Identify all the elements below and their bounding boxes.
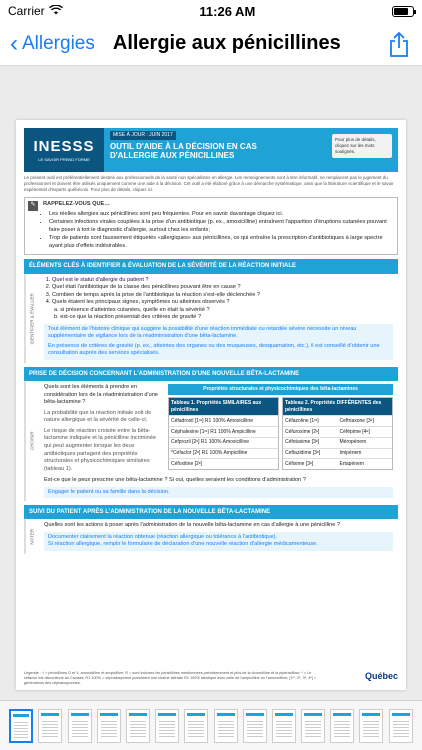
document-page[interactable] [16,120,406,690]
page-thumbnail[interactable] [272,709,296,743]
question-item[interactable]: 1. Quel est le statut d'allergie du patient ? [52,277,393,285]
section-heading: ÉLÉMENTS CLÉS À IDENTIFIER & ÉVALUATION DE LA SÉVÉRITÉ DE LA RÉACTION INITIALE [24,259,398,273]
page-thumbnail[interactable] [68,709,92,743]
legend-text: Légende : † = pénicillines G et V, amoxicilline et ampicilline; R = sont incluses les pénicillines mentionnées précédemment et plus de la cloxacilline et la pipéracilline; * = Le céfaclor est discontinué au Canada; R1 100% = céphalosporine possédant une chaîne latérale R1 100% identique avec celle de l'ampicilline ou l'amoxicilline; [1ʳᵉ, 2ᵉ, 3ᵉ, 4ᵉ] = générations des céphalosporines. [24,670,317,685]
page-thumbnail[interactable] [38,709,62,743]
clock: 11:26 AM [199,3,256,19]
back-button[interactable] [10,29,95,57]
question-item: Quels sont les éléments à prendre en considération lors de la réadministration d'une bêta-lactamine ? [44,384,158,406]
quebec-logo: Québec [364,670,398,681]
section-heading: PRISE DE DÉCISION CONCERNANT L'ADMINISTRATION D'UNE NOUVELLE BÊTA-LACTAMINE [24,367,398,381]
table-row: Méropénem [338,437,393,448]
carrier-label: Carrier [8,4,45,18]
page-thumbnail[interactable] [389,709,413,743]
page-thumbnail[interactable] [9,709,33,743]
table-similar: Tableau 1. Propriétés SIMILAIRES aux pénicillines Céfadroxil [1ʳᵉ] R1 100% Amoxicilline Céphalexine [1ʳᵉ] R1 100% Ampicilline Cefprozil [2ᵉ] R1 100% Amoxicilline *Céfaclor [2ᵉ] R1 100% Ampicilline Céfoxitine [2ᵉ] [168,397,279,470]
table-row: *Céfaclor [2ᵉ] R1 100% Ampicilline [169,448,278,459]
page-thumbnail[interactable] [155,709,179,743]
question-item[interactable]: Quelles sont les actions à poser après l'administration de la nouvelle bêta-lactamine en cas d'allergie à une pénicilline ? [44,522,340,529]
section-heading: SUIVI DU PATIENT APRÈS L'ADMINISTRATION DE LA NOUVELLE BÊTA-LACTAMINE [24,505,398,519]
wifi-icon [49,4,63,18]
page-title: Allergie aux pénicillines [112,32,341,54]
section-side-label: CHOISIR [25,381,39,501]
page-thumbnail[interactable] [359,709,383,743]
section-side-label: IDENTIFIER & ÉVALUER [25,274,39,363]
status-bar [0,0,422,22]
reminder-box: ✎ RAPPELEZ-VOUS QUE… • Les réelles allergies aux pénicillines sont peu fréquentes. Pour en savoir davantage cliquez ici. • Certaines infections virales couplées à la prise d'un antibiotique (p. ex., amoxicilline) entraînent l'apparition d'éruptions cutanées pouvant faire poser à tort le diagnostic d'allergie, surtout chez les enfants; • Trop de patients sont faussement étiquetés «allergiques» aux pénicillines, ce qui entraîne la prescription d'antibiotiques à large spectre ayant plus d'effets indésirables. [24,197,398,255]
table-row: Ertapénem [338,458,393,469]
reminder-item: • Les réelles allergies aux pénicillines sont peu fréquentes. Pour en savoir davantage cliquez ici. [49,211,392,219]
table-row: Céfoxitine [2ᵉ] [169,458,278,469]
table-row: Cefprozil [2ᵉ] R1 100% Amoxicilline [169,437,278,448]
table-row: Céphalexine [1ʳᵉ] R1 100% Ampicilline [169,426,278,437]
question-item[interactable]: 3. Combien de temps après la prise de l'antibiotique la réaction s'est-elle déclenchée ? [52,292,393,300]
consideration-item: Le risque de réaction croisée entre la bêta-lactamine indiquée et la pénicilline incriminée qui peut augmenter lorsque les deux antibiotiques partagent des propriétés structurales et physicochimiques similaires (tableau 1). [44,427,156,472]
consideration-item: La probabilité que la réaction initiale soit de nature allergique et la sévérité de celle-ci; [44,409,152,424]
page-thumbnail[interactable] [184,709,208,743]
page-thumbnail[interactable] [97,709,121,743]
table-row: Céfuroxime [2ᵉ] [283,426,338,437]
share-icon [388,32,410,58]
section-side-label: NOTER [25,519,39,554]
page-thumbnail[interactable] [301,709,325,743]
page-thumbnail[interactable] [243,709,267,743]
battery-icon [392,6,414,17]
note-box: Engager le patient ou sa famille dans la décision. [44,487,393,499]
page-thumbnail[interactable] [330,709,354,743]
table-row: Céfépime [4ᵉ] [338,426,393,437]
table-row: Céfotaxime [3ᵉ] [283,437,338,448]
update-date: MISE À JOUR : JUIN 2017 [110,131,176,140]
back-label: Allergies [22,32,95,54]
question-item[interactable]: 4. Quels étaient les principaux signes, symptômes ou atteintes observés ? [52,299,393,307]
reminder-item: • Certaines infections virales couplées à la prise d'un antibiotique (p. ex., amoxicilline) entraînent l'apparition d'éruptions cutanées pouvant faire poser à tort le diagnostic d'allergie, surtout chez les enfants; [49,219,392,234]
reminder-item: • Trop de patients sont faussement étiquetés «allergiques» aux pénicillines, ce qui entraîne la prescription d'antibiotiques à large spectre ayant plus d'effets indésirables. [49,235,392,250]
table-heading: Propriétés structurales et physicochimiques des bêta-lactamines [168,384,393,395]
document-viewer[interactable] [0,66,422,700]
note-box: Tout élément de l'histoire clinique qui suggère la possibilité d'une réaction immédiate ou retardée sévère nécessite un niveau supplémentaire de vigilance lors de la réadministration d'une bêta-lactamine. En présence de critères de gravité (p. ex., atteintes des organes ou des muqueuses, desquamation, etc.), il est conseillé d'obtenir une consultation auprès des services spécialisés. [44,324,393,360]
table-row: Céfixime [3ᵉ] [283,458,338,469]
page-thumbnail[interactable] [214,709,238,743]
navigation-bar [0,22,422,66]
table-row: Ceftazidime [3ᵉ] [283,448,338,459]
info-box: Pour plus de détails, cliquez sur les mots soulignés. [332,134,392,158]
table-row: Imipénem [338,448,393,459]
note-box: Documenter clairement la réaction obtenue (réaction allergique ou tolérance à l'antibiotique). Si réaction allergique, remplir le formulaire de déclaration d'une nouvelle réaction d'allergie médicamenteuse. [44,532,393,551]
page-thumbnail-strip[interactable] [0,700,422,750]
sub-question[interactable]: a. si présence d'atteintes cutanées, quelle en était la sévérité ? [54,306,210,313]
table-different: Tableau 2. Propriétés DIFFÉRENTES des pénicillines Céfazoline [1ʳᵉ] Céfuroxime [2ᵉ] Céfotaxime [3ᵉ] Ceftazidime [3ᵉ] Céfixime [3ᵉ] Ceftriaxone [3ᵉ] Céfépime [4ᵉ] Méropénem Imipénem Ertapénem [282,397,393,470]
page-thumbnail[interactable] [126,709,150,743]
table-row: Ceftriaxone [3ᵉ] [338,415,393,426]
inesss-logo: INESSS LE SAVOIR PREND FORME [24,128,104,172]
sub-question[interactable]: b. est-ce que la réaction présentait des critères de gravité ? [54,314,202,321]
chevron-left-icon: ‹ [10,29,18,57]
doc-header [24,128,398,172]
table-row: Céfazoline [1ʳᵉ] [283,415,338,426]
question-item[interactable]: 2. Quel était l'antibiotique de la classe des pénicillines pouvant être en cause ? [52,284,393,292]
share-button[interactable] [388,32,410,58]
intro-text: Le présent outil est préférentiellement destiné aux professionnels de la santé non spécialistes en allergie. Les renseignements sont à titre informatif, ne remplacent pas le jugement du professionnel et doivent être utilisés uniquement comme une aide à la décision. Cet outil a été élaboré grâce à une démarche systématique, ainsi que la littérature scientifique et le savoir expérientiel d'experts québécois. Pour plus de détails, cliquez ici. [24,175,394,193]
doc-title: OUTIL D'AIDE À LA DÉCISION EN CAS D'ALLERGIE AUX PÉNICILLINES [110,141,257,160]
pencil-icon: ✎ [28,201,38,211]
question-item[interactable]: Est-ce que le peux prescrire une bêta-lactamine ? Si oui, quelles seraient les conditions d'administration ? [44,477,306,484]
table-row: Céfadroxil [1ʳᵉ] R1 100% Amoxicilline [169,415,278,426]
